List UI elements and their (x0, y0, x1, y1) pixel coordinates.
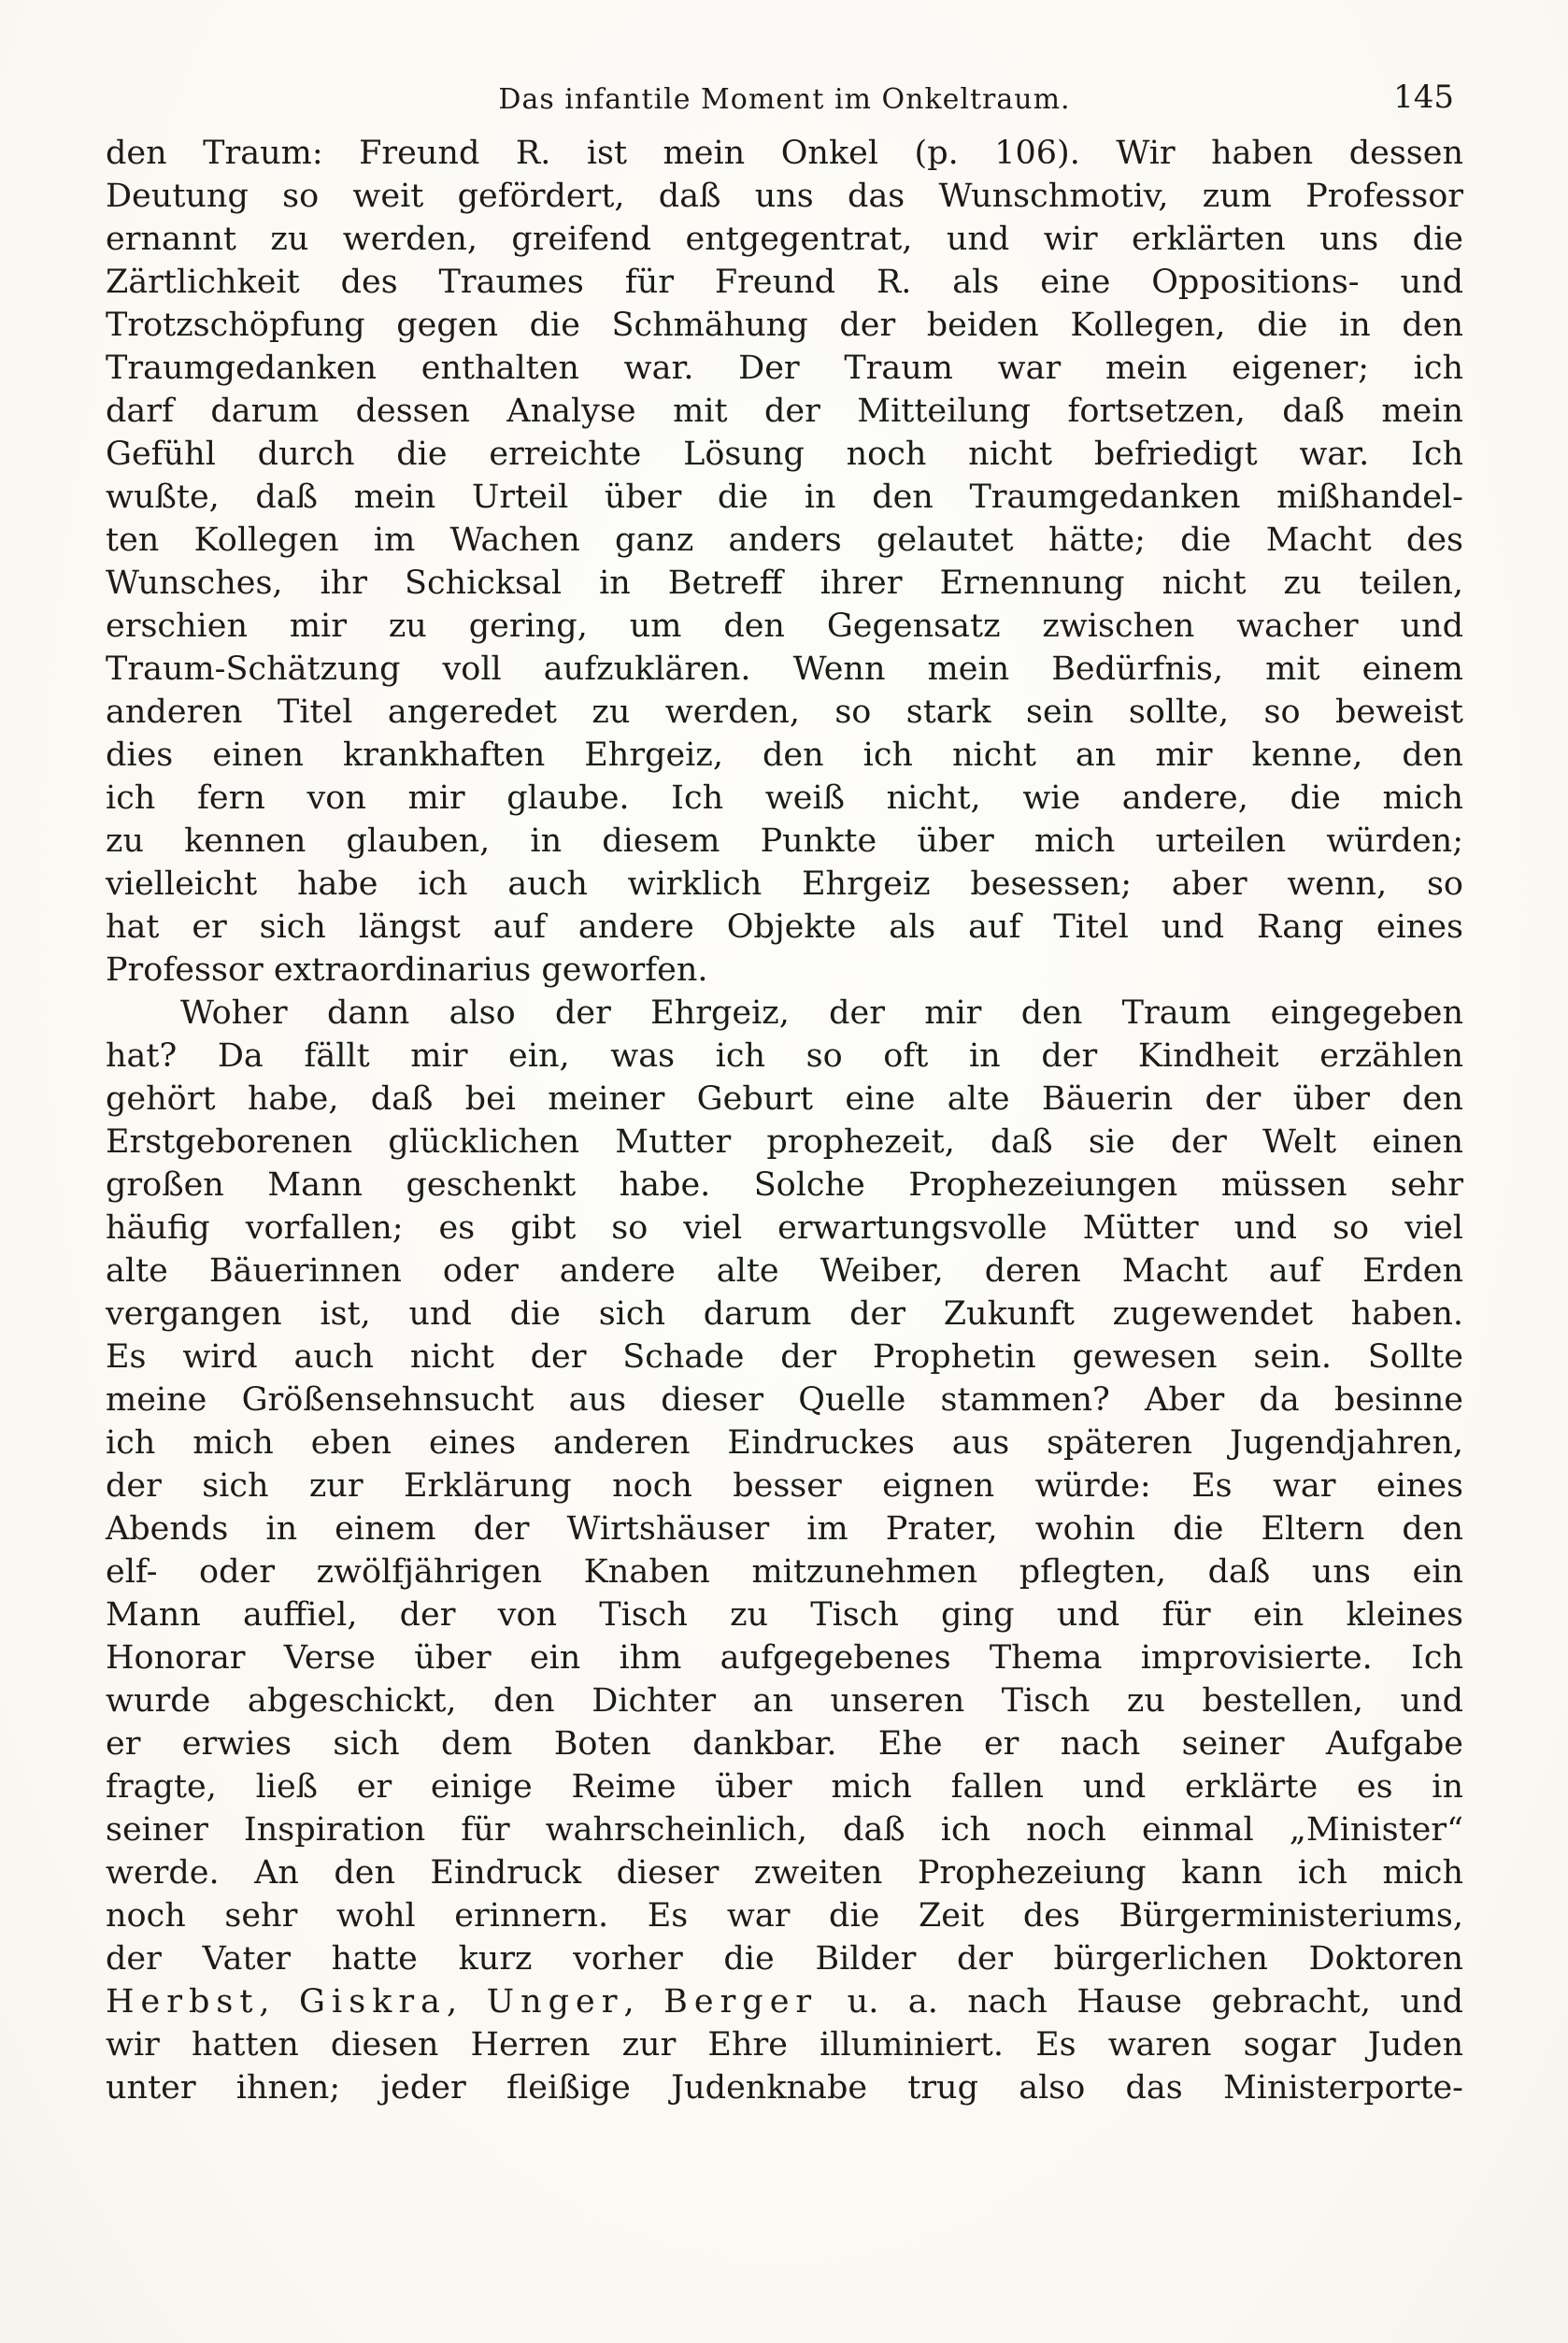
text-line (106, 605, 1463, 648)
text-segment: er erwies sich dem Boten dankbar. Ehe er nach seiner Aufgabe (106, 1725, 1463, 1763)
text-segment: häufig vorfallen; es gibt so viel erwartungsvolle Mütter und so viel (106, 1209, 1463, 1247)
text-line (106, 347, 1463, 390)
text-line (106, 1250, 1463, 1293)
text-line (106, 1121, 1463, 1164)
letterspaced-name: Giskra (299, 1983, 447, 2021)
text-segment: Professor extraordinarius geworfen. (106, 951, 708, 989)
text-segment: elf- oder zwölfjährigen Knaben mitzunehmen pflegten, daß uns ein (106, 1553, 1463, 1591)
text-segment: Gefühl durch die erreichte Lösung noch nicht befriedigt war. Ich (106, 436, 1463, 473)
text-line (106, 1550, 1463, 1593)
page-number: 145 (1393, 79, 1454, 116)
text-line (106, 1422, 1463, 1464)
text-line (106, 132, 1463, 175)
text-segment: meine Größensehnsucht aus dieser Quelle stammen? Aber da besinne (106, 1381, 1463, 1419)
text-line (106, 648, 1463, 691)
text-line (106, 1765, 1463, 1808)
text-segment: noch sehr wohl erinnern. Es war die Zeit des Bürgerministeriums, (106, 1897, 1463, 1935)
text-line (106, 906, 1463, 949)
text-segment: , (446, 1983, 487, 2021)
text-line (106, 1722, 1463, 1765)
text-segment: Wunsches, ihr Schicksal in Betreff ihrer Ernennung nicht zu teilen, (106, 564, 1463, 602)
text-line (106, 691, 1463, 734)
text-segment: alte Bäuerinnen oder andere alte Weiber, deren Macht auf Erden (106, 1252, 1463, 1290)
text-segment: den Traum: Freund R. ist mein Onkel (p. 106). Wir haben dessen (106, 135, 1463, 172)
text-line (106, 734, 1463, 777)
text-line (106, 175, 1463, 218)
text-segment: ich fern von mir glaube. Ich weiß nicht, wie andere, die mich (106, 779, 1463, 817)
text-line (106, 949, 1463, 992)
text-line (106, 562, 1463, 605)
text-segment: erschien mir zu gering, um den Gegensatz zwischen wacher und (106, 607, 1463, 645)
text-line (106, 1078, 1463, 1121)
text-segment: hat er sich längst auf andere Objekte als auf Titel und Rang eines (106, 908, 1463, 946)
text-segment: fragte, ließ er einige Reime über mich fallen und erklärte es in (106, 1768, 1463, 1806)
text-line (106, 1980, 1463, 2023)
text-line (106, 1894, 1463, 1937)
running-title: Das infantile Moment im Onkeltraum. (498, 83, 1071, 116)
text-line (106, 992, 1463, 1035)
text-line (106, 390, 1463, 433)
text-line (106, 2066, 1463, 2109)
text-segment: ich mich eben eines anderen Eindruckes aus späteren Jugendjahren, (106, 1424, 1463, 1462)
text-line (106, 218, 1463, 261)
text-line (106, 1937, 1463, 1980)
text-segment: u. a. nach Hause gebracht, und (818, 1983, 1463, 2021)
text-segment: werde. An den Eindruck dieser zweiten Prophezeiung kann ich mich (106, 1854, 1463, 1892)
text-segment: , (259, 1983, 300, 2021)
text-segment: ernannt zu werden, greifend entgegentrat, und wir erklärten uns die (106, 221, 1463, 258)
text-line (106, 433, 1463, 476)
text-segment: unter ihnen; jeder fleißige Judenknabe trug also das Ministerporte- (106, 2069, 1463, 2107)
text-line (106, 863, 1463, 906)
text-line (106, 519, 1463, 562)
text-line (106, 1679, 1463, 1722)
text-line (106, 1593, 1463, 1636)
page-header (106, 79, 1463, 123)
text-segment: Abends in einem der Wirtshäuser im Prater, wohin die Eltern den (106, 1510, 1463, 1548)
text-segment: Mann auffiel, der von Tisch zu Tisch ging und für ein kleines (106, 1596, 1463, 1634)
letterspaced-name: Herbst (106, 1983, 260, 2021)
text-line (106, 304, 1463, 347)
text-segment: vielleicht habe ich auch wirklich Ehrgeiz besessen; aber wenn, so (106, 865, 1463, 903)
text-segment: Traum-Schätzung voll aufzuklären. Wenn mein Bedürfnis, mit einem (106, 650, 1463, 688)
text-segment: darf darum dessen Analyse mit der Mitteilung fortsetzen, daß mein (106, 393, 1463, 430)
text-line (106, 1035, 1463, 1078)
text-segment: anderen Titel angeredet zu werden, so stark sein sollte, so beweist (106, 693, 1463, 731)
text-line (106, 1164, 1463, 1207)
text-line (106, 1507, 1463, 1550)
text-line (106, 820, 1463, 863)
text-line (106, 1293, 1463, 1336)
text-line (106, 1207, 1463, 1250)
text-line (106, 1379, 1463, 1422)
letterspaced-name: Unger (486, 1983, 624, 2021)
text-segment: großen Mann geschenkt habe. Solche Prophezeiungen müssen sehr (106, 1166, 1463, 1204)
text-segment: Deutung so weit gefördert, daß uns das Wunschmotiv, zum Professor (106, 178, 1463, 215)
text-line (106, 476, 1463, 519)
text-segment: der Vater hatte kurz vorher die Bilder der bürgerlichen Doktoren (106, 1940, 1463, 1978)
text-line (106, 777, 1463, 820)
text-segment: gehört habe, daß bei meiner Geburt eine alte Bäuerin der über den (106, 1080, 1463, 1118)
text-segment: hat? Da fällt mir ein, was ich so oft in der Kindheit erzählen (106, 1037, 1463, 1075)
text-segment: wir hatten diesen Herren zur Ehre illuminiert. Es waren sogar Juden (106, 2026, 1463, 2064)
text-segment: seiner Inspiration für wahrscheinlich, daß ich noch einmal „Minister“ (106, 1811, 1463, 1849)
text-line (106, 261, 1463, 304)
letterspaced-name: Berger (663, 1983, 819, 2021)
text-line (106, 1851, 1463, 1894)
text-segment: vergangen ist, und die sich darum der Zukunft zugewendet haben. (106, 1295, 1463, 1333)
text-line (106, 1808, 1463, 1851)
text-line (106, 1636, 1463, 1679)
text-segment: dies einen krankhaften Ehrgeiz, den ich nicht an mir kenne, den (106, 736, 1463, 774)
text-segment: der sich zur Erklärung noch besser eignen würde: Es war eines (106, 1467, 1463, 1505)
text-segment: Traumgedanken enthalten war. Der Traum war mein eigener; ich (106, 350, 1463, 387)
text-segment: wußte, daß mein Urteil über die in den Traumgedanken mißhandel- (106, 479, 1463, 516)
text-segment: Erstgeborenen glücklichen Mutter prophezeit, daß sie der Welt einen (106, 1123, 1463, 1161)
text-segment: Honorar Verse über ein ihm aufgegebenes Thema improvisierte. Ich (106, 1639, 1463, 1677)
text-segment: Es wird auch nicht der Schade der Prophetin gewesen sein. Sollte (106, 1338, 1463, 1376)
text-line (106, 2023, 1463, 2066)
text-segment: Zärtlichkeit des Traumes für Freund R. als eine Oppositions- und (106, 264, 1463, 301)
text-segment: zu kennen glauben, in diesem Punkte über mich urteilen würden; (106, 822, 1463, 860)
text-segment: , (623, 1983, 664, 2021)
text-line (106, 1464, 1463, 1507)
page-body (106, 132, 1463, 2109)
text-segment: Trotzschöpfung gegen die Schmähung der beiden Kollegen, die in den (106, 307, 1463, 344)
text-segment: ten Kollegen im Wachen ganz anders gelautet hätte; die Macht des (106, 521, 1463, 559)
text-line (106, 1336, 1463, 1379)
text-segment: Woher dann also der Ehrgeiz, der mir den Traum eingegeben (180, 994, 1463, 1032)
text-segment: wurde abgeschickt, den Dichter an unseren Tisch zu bestellen, und (106, 1682, 1463, 1720)
